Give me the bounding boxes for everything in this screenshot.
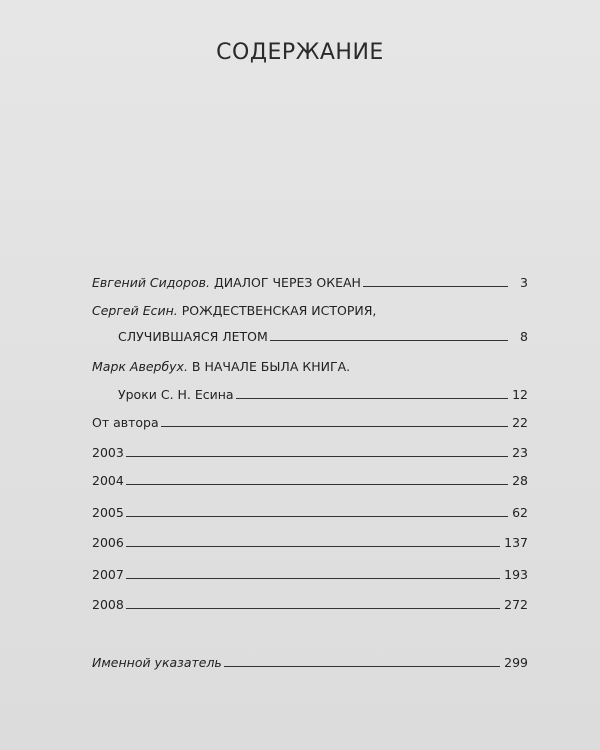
entry-page-number: 3 xyxy=(520,275,528,290)
leader-dots xyxy=(126,515,508,517)
toc-entry xyxy=(92,498,528,520)
leader-dots xyxy=(363,285,508,287)
entry-page-number: 23 xyxy=(512,445,528,460)
leader-dots xyxy=(224,665,500,667)
toc-entry xyxy=(92,296,528,318)
entry-page-number: 62 xyxy=(512,505,528,520)
entry-title: 2004 xyxy=(92,473,124,488)
entry-title: 2007 xyxy=(92,567,124,582)
entry-title: Уроки С. Н. Есина xyxy=(118,387,234,402)
entry-page-number: 272 xyxy=(504,597,528,612)
toc-entry xyxy=(92,648,528,670)
leader-dots xyxy=(236,397,508,399)
entry-title: 2006 xyxy=(92,535,124,550)
entry-page-number: 299 xyxy=(504,655,528,670)
entry-author: Сергей Есин. xyxy=(92,303,178,318)
entry-title: 2005 xyxy=(92,505,124,520)
toc-entry xyxy=(92,560,528,582)
entry-title: 2003 xyxy=(92,445,124,460)
leader-dots xyxy=(126,577,500,579)
leader-dots xyxy=(126,607,500,609)
entry-page-number: 137 xyxy=(504,535,528,550)
entry-page-number: 8 xyxy=(520,329,528,344)
toc-entry-continuation xyxy=(92,322,528,344)
entry-author: Евгений Сидоров. xyxy=(92,275,210,290)
toc-entry xyxy=(92,528,528,550)
leader-dots xyxy=(126,545,500,547)
entry-title: ДИАЛОГ ЧЕРЕЗ ОКЕАН xyxy=(213,275,361,290)
toc-entry xyxy=(92,408,528,430)
toc-entry-continuation xyxy=(92,380,528,402)
entry-title: СЛУЧИВШАЯСЯ ЛЕТОМ xyxy=(118,329,268,344)
leader-dots xyxy=(126,483,508,485)
toc-entry xyxy=(92,438,528,460)
page-title: СОДЕРЖАНИЕ xyxy=(216,40,384,65)
toc-entry xyxy=(92,268,528,290)
entry-title-index: Именной указатель xyxy=(92,655,222,670)
toc-entry xyxy=(92,352,528,374)
entry-author: Марк Авербух. xyxy=(92,359,188,374)
toc-entry xyxy=(92,590,528,612)
entry-page-number: 193 xyxy=(504,567,528,582)
entry-page-number: 12 xyxy=(512,387,528,402)
toc-entry xyxy=(92,466,528,488)
leader-dots xyxy=(270,339,508,341)
leader-dots xyxy=(126,455,508,457)
entry-title: РОЖДЕСТВЕНСКАЯ ИСТОРИЯ, xyxy=(181,303,377,318)
entry-title: 2008 xyxy=(92,597,124,612)
entry-page-number: 28 xyxy=(512,473,528,488)
entry-title: В НАЧАЛЕ БЫЛА КНИГА. xyxy=(191,359,351,374)
entry-title: От автора xyxy=(92,415,159,430)
entry-page-number: 22 xyxy=(512,415,528,430)
leader-dots xyxy=(161,425,508,427)
